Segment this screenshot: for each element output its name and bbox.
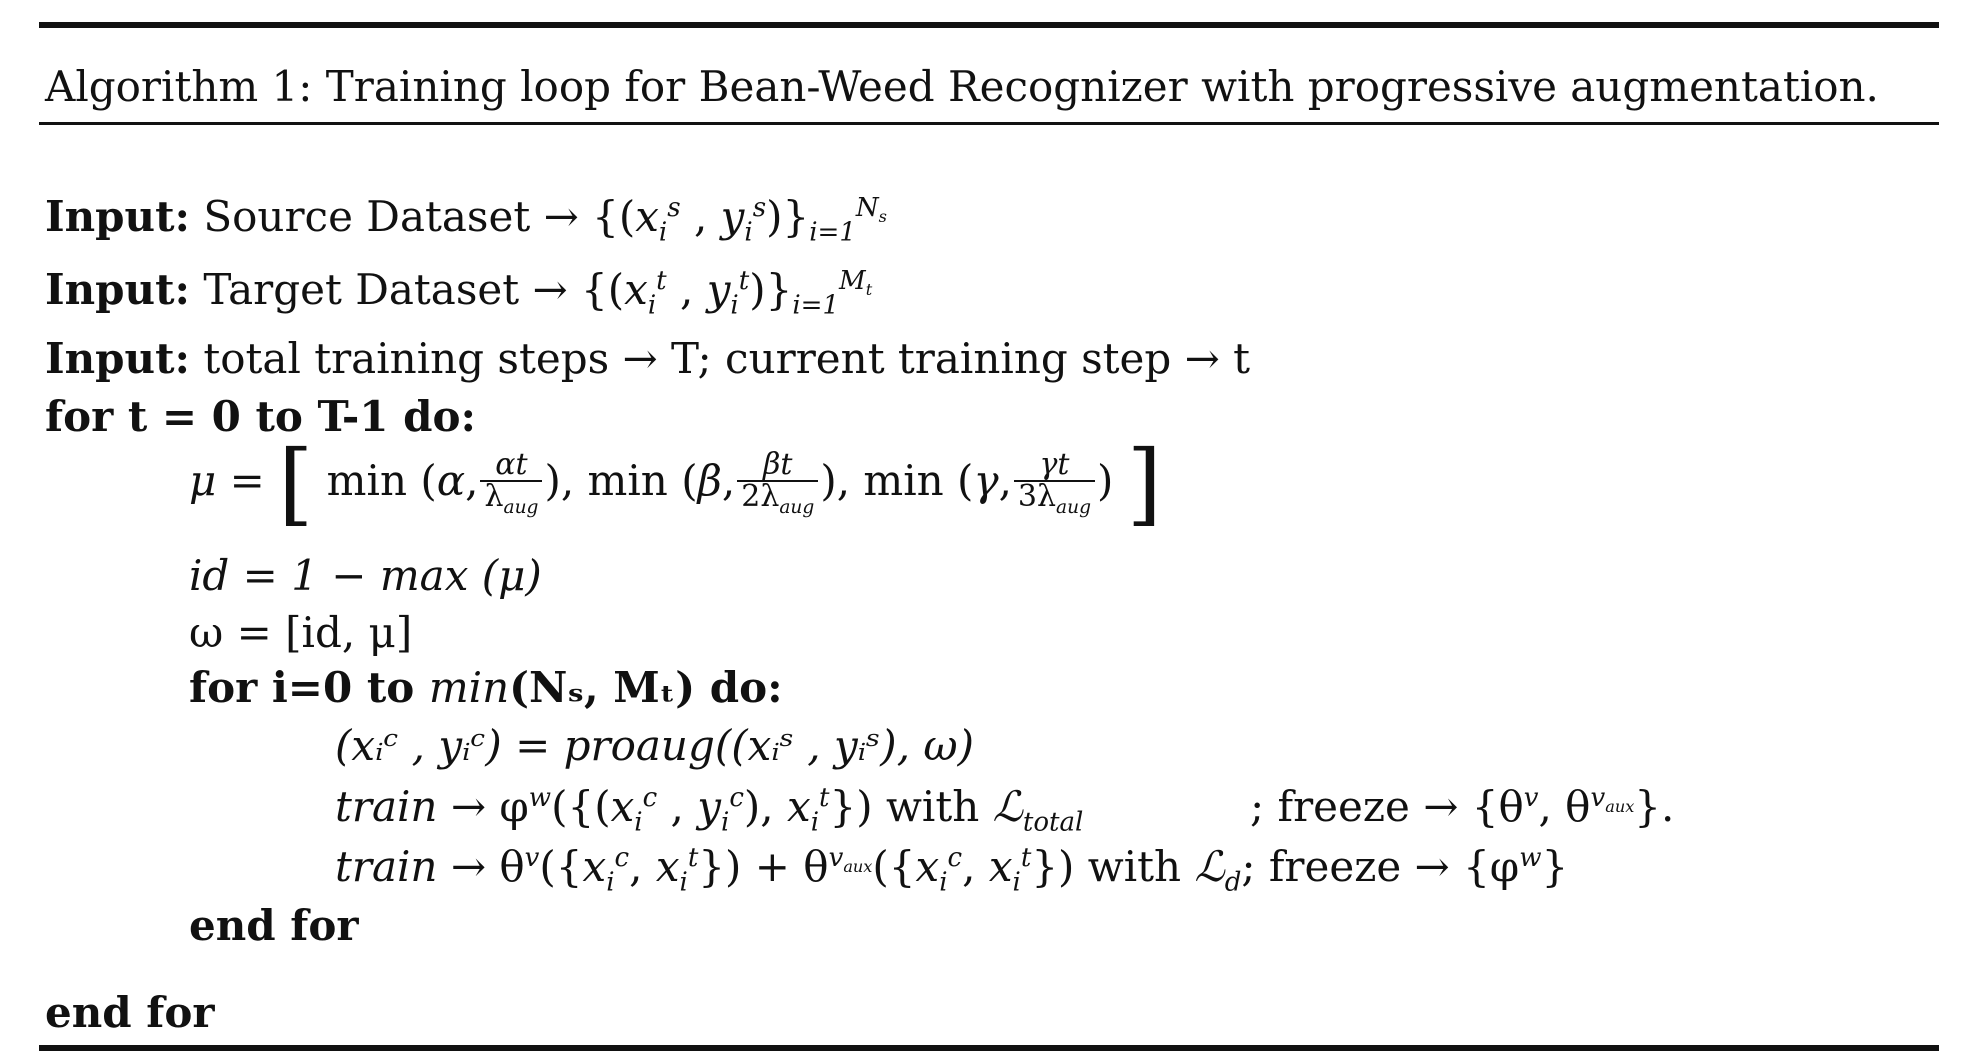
inner-loop-args: (Nₛ, Mₜ) do:: [509, 663, 783, 712]
source-set-formula: → {($x_i^s$ , $y_i^s)\}_{i=1}^{N_s}$: [543, 192, 887, 248]
input-target: [45, 265, 873, 321]
input-source: [45, 192, 887, 248]
outer-loop-header: for t = 0 to T-1 do:: [45, 392, 477, 441]
mu-formula: μ = [ min (α, αt $\lambda_{aug}$ ), min (β, βt $2\lambda_{aug}$ ), min (γ, γt $3\lambda_{aug}$ ) ]: [189, 431, 1162, 536]
train-discriminator-line: train → $\theta^v(\{x_i^c$, $x_i^t\}) + \theta^{v_{aux}}(\{x_i^c$, $x_i^t$}) with ℒ$_d$; freeze → $\{\varphi^w\}$: [335, 842, 1569, 898]
inner-loop-header: [189, 663, 783, 712]
end-inner-loop: end for: [189, 901, 359, 950]
freeze-keyword: ; freeze →: [1250, 782, 1459, 831]
input-keyword: Input:: [45, 192, 190, 241]
inner-loop-prefix: for i=0 to: [189, 663, 429, 712]
target-set-formula: → {($x_i^t$ , $y_i^t)\}_{i=1}^{M_t}$: [532, 265, 873, 321]
train-keyword: train: [335, 782, 438, 831]
omega-formula: ω = [id, μ]: [189, 608, 413, 657]
input-target-label: Target Dataset: [203, 265, 520, 314]
proaug-formula: (xᵢᶜ , yᵢᶜ) = proaug((xᵢˢ , yᵢˢ), ω): [335, 721, 975, 770]
input-keyword: Input:: [45, 265, 190, 314]
input-keyword: Input:: [45, 334, 190, 383]
end-outer-loop: end for: [45, 988, 215, 1037]
input-steps: [45, 334, 1251, 383]
caption-rule: [39, 122, 1939, 125]
algorithm-caption: Algorithm 1: Training loop for Bean-Weed Recognizer with progressive augmentation.: [45, 62, 1879, 111]
train-keyword: train: [335, 842, 438, 891]
train-generator-line: train → $\varphi^w(\{(x_i^c$ , $y_i^c$), $x_i^t$}) with ℒ$_{total}$ ; freeze → {$\theta^v$, $\theta^{v_{aux}}$}.: [335, 782, 1675, 838]
id-formula: id = 1 − max (μ): [189, 551, 542, 600]
input-steps-label: total training steps → T; current training step → t: [203, 334, 1251, 383]
top-rule: [39, 22, 1939, 28]
bottom-rule: [39, 1045, 1939, 1051]
freeze-keyword: ; freeze →: [1241, 842, 1450, 891]
inner-loop-min: min: [428, 663, 510, 712]
input-source-label: Source Dataset: [203, 192, 531, 241]
